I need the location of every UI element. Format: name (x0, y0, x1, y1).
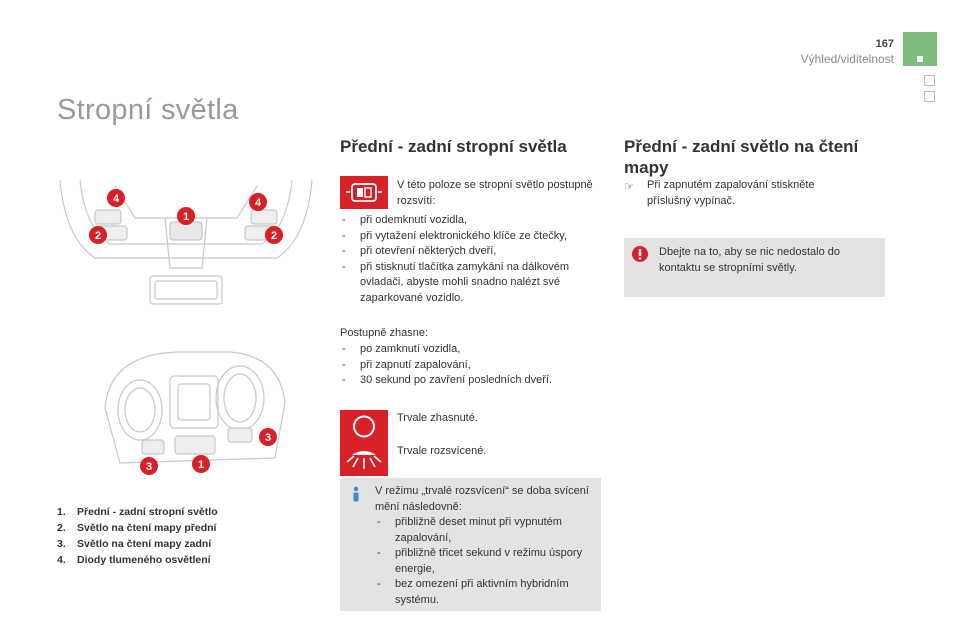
callout-2-right (264, 225, 284, 250)
svg-text:2: 2 (94, 230, 102, 242)
info-box (340, 478, 601, 611)
heading-ceiling-lights: Přední - zadní stropní světla (340, 137, 567, 156)
callout-3-right (258, 427, 278, 452)
map-light-instruction: Při zapnutém zapalování stiskněte příslušný vypínač. (647, 179, 815, 207)
on-mode-text: Trvale rozsvícené. (397, 445, 487, 457)
heading-map-lights: Přední - zadní světlo na čtení mapy (624, 137, 859, 177)
door-mode-text: V této poloze se stropní světlo postupně rozsvítí: (397, 179, 593, 207)
callout-1-bottom (191, 454, 211, 479)
legend-item: 2. Světlo na čtení mapy přední (57, 522, 217, 534)
svg-text:2: 2 (270, 230, 278, 242)
legend-item: 1. Přední - zadní stropní světlo (57, 506, 218, 518)
legend-item: 4. Diody tlumeného osvětlení (57, 554, 211, 566)
off-intro: Postupně zhasne: (340, 327, 429, 339)
svg-text:4: 4 (112, 193, 120, 205)
info-list (375, 515, 597, 608)
list-item: - 30 sekund po zavření posledních dveří. (340, 373, 605, 389)
callout-2-left (88, 225, 108, 250)
list-item: - při zapnutí zapalování, (340, 358, 605, 374)
chapter-tab[interactable] (903, 32, 937, 66)
callout-3-left (139, 456, 159, 481)
svg-text:1: 1 (197, 459, 205, 471)
light-on-icon (340, 443, 388, 476)
list-item: - přibližně třicet sekund v režimu úspory energie, (375, 546, 597, 577)
info-icon (349, 486, 363, 507)
svg-text:3: 3 (264, 432, 272, 444)
list-item: - bez omezení při aktivním hybridním systému. (375, 577, 597, 608)
rear-lights-illustration (100, 348, 290, 478)
circle-off-icon (340, 410, 388, 443)
svg-text:1: 1 (182, 211, 190, 223)
svg-text:4: 4 (254, 197, 262, 209)
warning-box (624, 238, 885, 297)
chapter-tab-empty[interactable] (924, 91, 935, 102)
svg-text:3: 3 (145, 461, 153, 473)
callout-4-left (106, 188, 126, 213)
tab-marker-icon (917, 56, 923, 62)
off-mode-text: Trvale zhasnuté. (397, 412, 478, 424)
list-item: - při otevření některých dveří, (340, 244, 605, 260)
list-item: - po zamknutí vozidla, (340, 342, 605, 358)
front-lights-illustration (55, 178, 317, 318)
info-intro: V režimu „trvalé rozsvícení“ se doba svícení mění následovně: (375, 485, 589, 513)
chapter-tab-empty[interactable] (924, 75, 935, 86)
legend-item: 3. Světlo na čtení mapy zadní (57, 538, 212, 550)
warning-icon (632, 246, 648, 267)
legend-list (57, 504, 327, 568)
list-item: - při stisknutí tlačítka zamykání na dálkovém ovladači, abyste mohli snadno nalézt své zaparkované vozidlo. (340, 260, 605, 307)
warning-text: Dbejte na to, aby se nic nedostalo do kontaktu se stropními světly. (659, 246, 841, 274)
off-conditions-list (340, 342, 605, 389)
list-item: - při vytažení elektronického klíče ze čtečky, (340, 229, 605, 245)
page-title: Stropní světla (57, 94, 239, 126)
door-courtesy-light-icon (340, 176, 388, 209)
pointing-finger-icon: ☞ (624, 181, 634, 193)
section-title: Výhled/viditelnost (800, 52, 894, 66)
on-conditions-list (340, 213, 605, 306)
callout-4-right (248, 192, 268, 217)
page-number: 167 (875, 38, 894, 50)
callout-1-top (176, 206, 196, 231)
list-item: - přibližně deset minut při vypnutém zapalování, (375, 515, 597, 546)
list-item: - při odemknutí vozidla, (340, 213, 605, 229)
